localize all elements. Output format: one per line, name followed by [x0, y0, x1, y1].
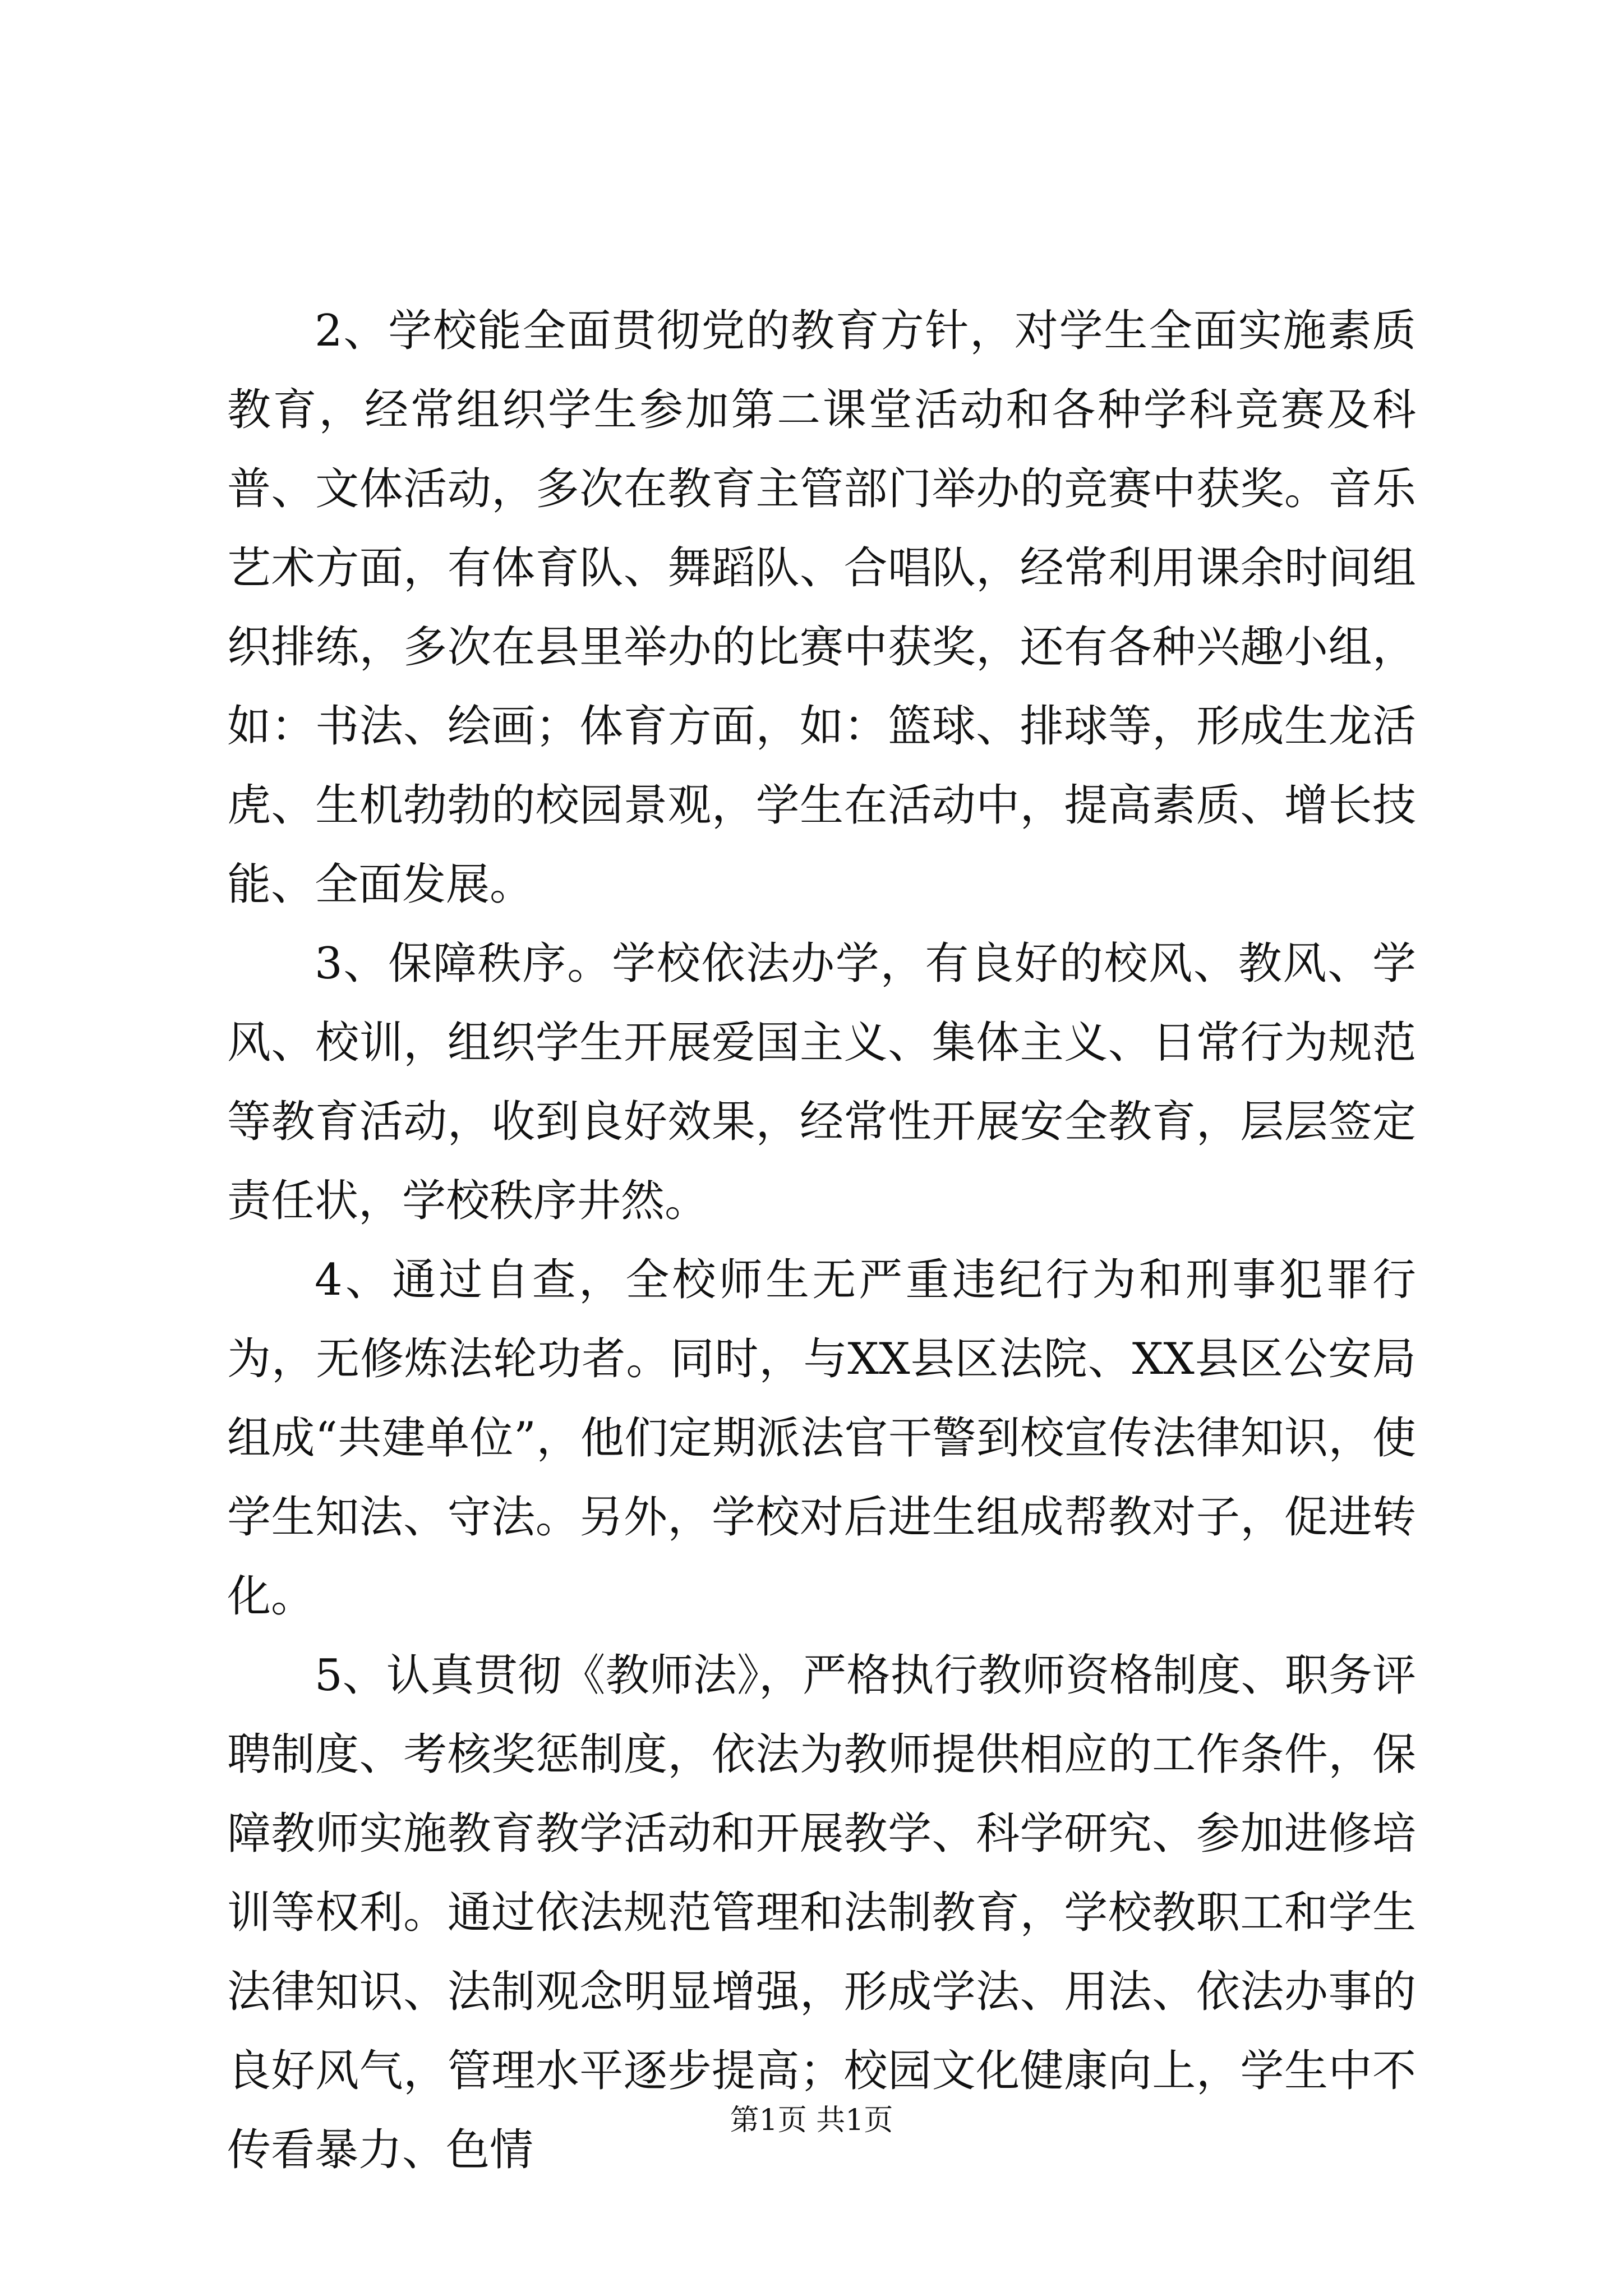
paragraph-3: 3、保障秩序。学校依法办学，有良好的校风、教风、学风、校训，组织学生开展爱国主义、集体主义、日常行为规范等教育活动，收到良好效果，经常性开展安全教育，层层签定责任状，学校秩序井然。 [227, 938, 1416, 1226]
page-footer: 第1页 共1页 [730, 2104, 893, 2137]
paragraph-2: 2、学校能全面贯彻党的教育方针，对学生全面实施素质教育，经常组织学生参加第二课堂活动和各种学科竞赛及科普、文体活动，多次在教育主管部门举办的竞赛中获奖。音乐艺术方面，有体育队、舞蹈队、合唱队，经常利用课余时间组织排练，多次在县里举办的比赛中获奖，还有各种兴趣小组，如：书法、绘画；体育方面，如：篮球、排球等，形成生龙活虎、生机勃勃的校园景观，学生在活动中，提高素质、增长技能、全面发展。 [227, 306, 1416, 910]
document-body [227, 292, 1416, 2190]
paragraph-5: 5、认真贯彻《教师法》，严格执行教师资格制度、职务评聘制度、考核奖惩制度，依法为教师提供相应的工作条件，保障教师实施教育教学活动和开展教学、科学研究、参加进修培训等权利。通过依法规范管理和法制教育，学校教职工和学生法律知识、法制观念明显增强，形成学法、用法、依法办事的良好风气，管理水平逐步提高；校园文化健康向上，学生中不传看暴力、色情 [227, 1650, 1416, 2175]
paragraph-4: 4、通过自查，全校师生无严重违纪行为和刑事犯罪行为，无修炼法轮功者。同时，与XX县区法院、XX县区公安局组成“共建单位”，他们定期派法官干警到校宣传法律知识，使学生知法、守法。另外，学校对后进生组成帮教对子，促进转化。 [227, 1255, 1416, 1622]
